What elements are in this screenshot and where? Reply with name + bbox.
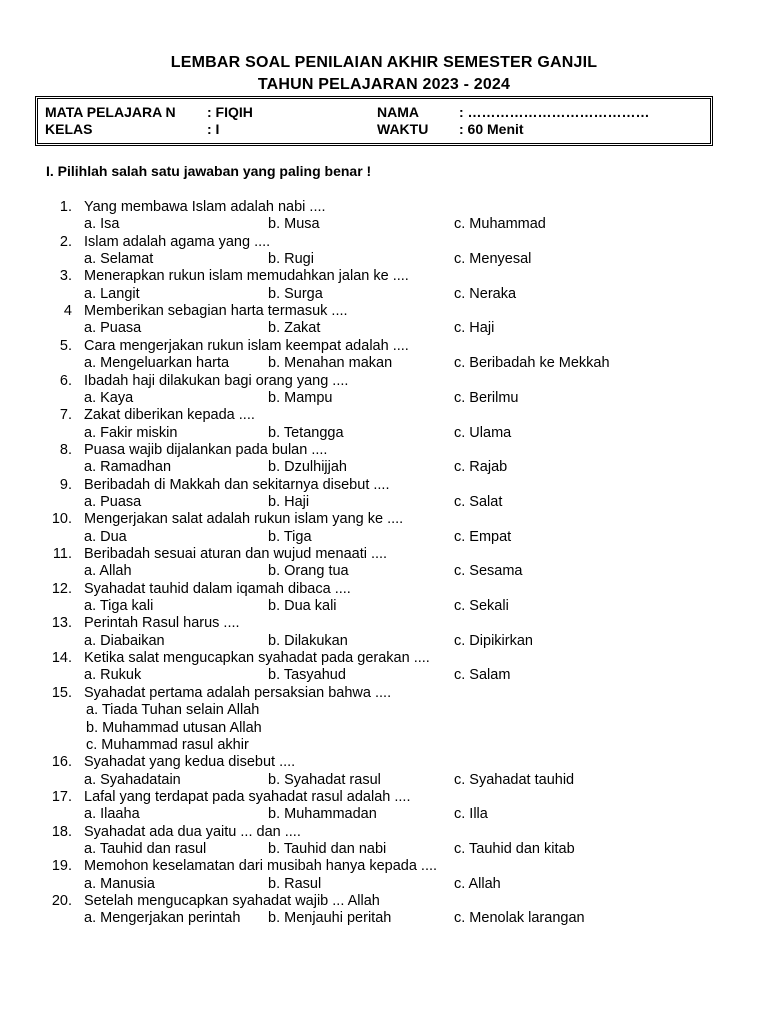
option-c: c. Menolak larangan [454, 910, 585, 927]
subject-value: : FIQIH [207, 104, 253, 120]
question-number: 12. [51, 580, 72, 597]
question-number: 1. [59, 199, 72, 215]
option-a: a. Fakir miskin [84, 424, 178, 441]
option-b: b. Dilakukan [268, 632, 348, 649]
question-text: Islam adalah agama yang .... [84, 233, 271, 250]
question-text: Mengerjakan salat adalah rukun islam yang ke .... [84, 511, 404, 528]
question-item [0, 614, 768, 632]
document-subtitle: TAHUN PELAJARAN 2023 - 2024 [257, 76, 511, 93]
question-item [0, 267, 768, 285]
question-number: 19. [51, 858, 72, 875]
option-b: b. Muhammad utusan Allah [86, 719, 262, 736]
option-b: b. Tiga [268, 528, 312, 545]
question-item [0, 337, 768, 355]
question-text: Syahadat yang kedua disebut .... [84, 754, 296, 771]
option-a: a. Ilaaha [84, 806, 140, 823]
question-text: Ibadah haji dilakukan bagi orang yang .... [84, 372, 349, 389]
option-b: b. Surga [268, 285, 323, 302]
question-item [0, 753, 768, 771]
question-item [0, 476, 768, 494]
option-a: a. Isa [84, 216, 120, 233]
option-b: b. Menahan makan [268, 355, 393, 372]
question-number: 5. [59, 337, 72, 354]
question-text: Setelah mengucapkan syahadat wajib ... Allah [84, 893, 380, 909]
option-b: b. Rasul [268, 875, 322, 892]
option-b: b. Orang tua [268, 563, 349, 580]
question-text: Memberikan sebagian harta termasuk .... [84, 303, 348, 320]
option-c: c. Tauhid dan kitab [454, 840, 575, 857]
question-number: 11. [52, 546, 72, 562]
option-a: a. Rukuk [84, 667, 142, 684]
option-b: b. Haji [268, 493, 310, 510]
option-c: c. Ulama [454, 424, 512, 441]
question-item [0, 684, 768, 702]
question-item [0, 788, 768, 806]
question-number: 20. [51, 893, 72, 909]
question-text: Syahadat tauhid dalam iqamah dibaca .... [84, 580, 351, 597]
name-value: : ………………………………… [459, 104, 650, 120]
option-a: a. Allah [84, 563, 132, 580]
option-b: b. Mampu [268, 389, 333, 406]
option-c: c. Allah [454, 875, 501, 892]
question-number: 10. [51, 511, 72, 528]
option-c: c. Sekali [454, 598, 509, 615]
option-c: c. Dipikirkan [454, 632, 533, 649]
option-a: a. Langit [84, 285, 140, 302]
option-c: c. Muhammad rasul akhir [86, 736, 249, 753]
question-text: Memohon keselamatan dari musibah hanya kepada .... [84, 858, 438, 875]
class-label: KELAS [45, 121, 93, 137]
option-a: a. Kaya [84, 389, 134, 406]
option-a: a. Puasa [84, 493, 142, 510]
question-number: 4 [63, 303, 72, 320]
option-a: a. Diabaikan [84, 632, 165, 649]
question-item [0, 406, 768, 424]
option-a: a. Dua [84, 528, 127, 545]
option-a: a. Syahadatain [84, 771, 181, 788]
question-text: Puasa wajib dijalankan pada bulan .... [84, 441, 328, 458]
option-c: c. Rajab [454, 459, 508, 476]
question-text: Syahadat ada dua yaitu ... dan .... [84, 823, 301, 840]
question-number: 9. [59, 476, 72, 493]
document-title: LEMBAR SOAL PENILAIAN AKHIR SEMESTER GANJIL [170, 54, 598, 71]
question-item [0, 823, 768, 841]
option-b: b. Musa [268, 216, 320, 233]
option-c: c. Muhammad [454, 216, 546, 233]
question-item [0, 545, 768, 563]
option-a: a. Mengeluarkan harta [84, 355, 230, 372]
option-a: a. Selamat [84, 251, 154, 268]
question-text: Beribadah sesuai aturan dan wujud menaati .... [84, 546, 388, 562]
option-c: c. Salat [454, 493, 503, 510]
option-b: b. Tasyahud [268, 667, 346, 684]
option-b: b. Tauhid dan nabi [268, 840, 387, 857]
question-number: 18. [51, 823, 72, 840]
option-b: b. Rugi [268, 251, 314, 268]
question-number: 7. [59, 407, 72, 424]
question-item [0, 892, 768, 910]
question-text: Ketika salat mengucapkan syahadat pada gerakan .... [84, 650, 430, 667]
option-b: b. Syahadat rasul [268, 771, 381, 788]
time-value: : 60 Menit [459, 121, 524, 137]
class-value: : I [207, 121, 220, 137]
question-item [0, 580, 768, 598]
question-number: 8. [59, 441, 72, 458]
option-b: b. Menjauhi peritah [268, 910, 392, 927]
option-c: c. Syahadat tauhid [454, 771, 575, 788]
question-text: Cara mengerjakan rukun islam keempat adalah .... [84, 337, 409, 354]
question-number: 17. [51, 788, 72, 805]
question-item [0, 302, 768, 320]
option-c: c. Haji [454, 320, 495, 337]
option-c: c. Illa [454, 806, 488, 823]
question-text: Syahadat pertama adalah persaksian bahwa .... [84, 684, 392, 701]
option-a: a. Tiada Tuhan selain Allah [86, 702, 260, 719]
option-a: a. Puasa [84, 320, 142, 337]
time-label: WAKTU [377, 121, 429, 137]
question-item [0, 857, 768, 875]
info-box [35, 96, 713, 146]
question-item [0, 233, 768, 251]
question-number: 13. [51, 615, 72, 632]
question-number: 16. [51, 754, 72, 771]
option-a: a. Ramadhan [84, 459, 172, 476]
question-text: Lafal yang terdapat pada syahadat rasul adalah .... [84, 788, 411, 805]
option-b: b. Dzulhijjah [268, 459, 347, 476]
subject-label: MATA PELAJARA N [45, 104, 176, 120]
question-text: Yang membawa Islam adalah nabi .... [84, 199, 326, 215]
question-number: 2. [59, 233, 72, 250]
question-item [0, 198, 768, 216]
option-c: c. Berilmu [454, 389, 519, 406]
option-c: c. Neraka [454, 285, 517, 302]
option-a: a. Tiga kali [84, 598, 154, 615]
question-number: 3. [59, 268, 72, 285]
question-text: Zakat diberikan kepada .... [84, 407, 255, 424]
option-c: c. Beribadah ke Mekkah [454, 355, 610, 372]
name-label: NAMA [377, 104, 419, 120]
question-number: 6. [59, 372, 72, 389]
question-number: 14. [51, 650, 72, 667]
question-item [0, 372, 768, 390]
option-a: a. Manusia [84, 875, 155, 892]
option-b: b. Dua kali [268, 598, 337, 615]
question-text: Perintah Rasul harus .... [84, 615, 240, 632]
option-b: b. Tetangga [268, 424, 344, 441]
option-a: a. Tauhid dan rasul [84, 840, 207, 857]
question-item [0, 510, 768, 528]
question-text: Menerapkan rukun islam memudahkan jalan ke .... [84, 268, 409, 285]
option-c: c. Empat [454, 528, 512, 545]
option-b: b. Zakat [268, 320, 321, 337]
option-b: b. Muhammadan [268, 806, 377, 823]
question-text: Beribadah di Makkah dan sekitarnya disebut .... [84, 476, 390, 493]
question-item [0, 649, 768, 667]
question-item [0, 441, 768, 459]
option-c: c. Menyesal [454, 251, 532, 268]
question-number: 15. [51, 684, 72, 701]
instruction: I. Pilihlah salah satu jawaban yang paling benar ! [46, 163, 372, 179]
option-a: a. Mengerjakan perintah [84, 910, 241, 927]
option-c: c. Salam [454, 667, 511, 684]
option-c: c. Sesama [454, 563, 523, 580]
